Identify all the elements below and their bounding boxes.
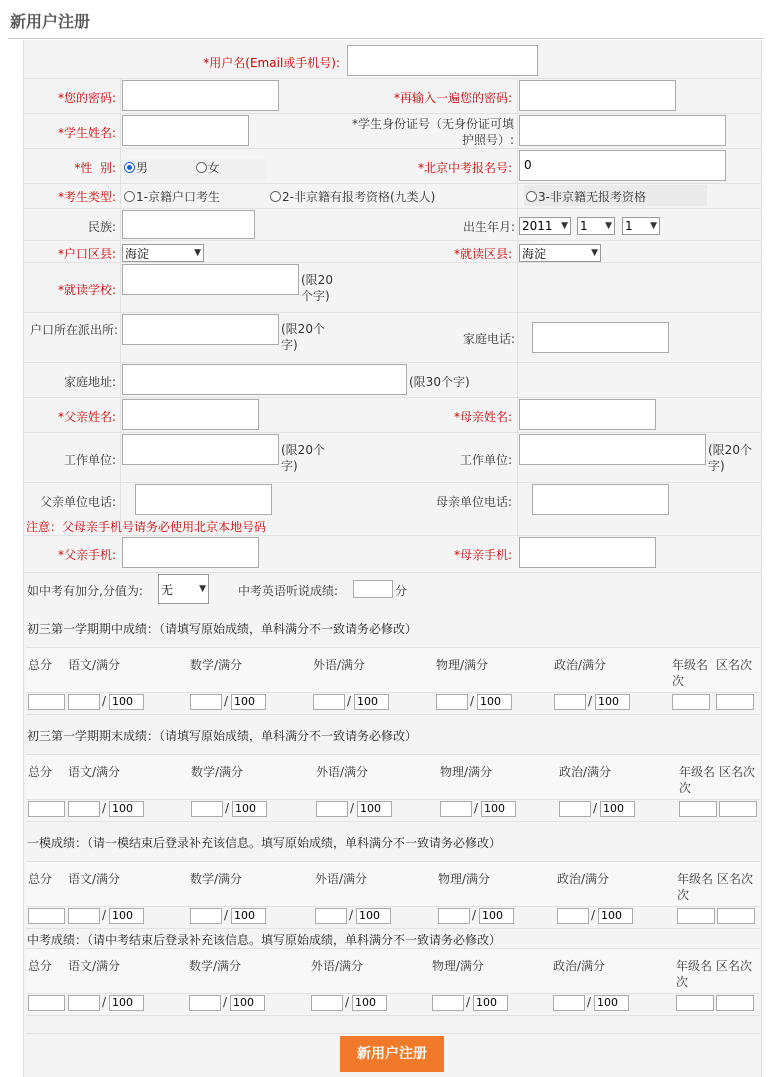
birth-day-select[interactable]	[622, 217, 660, 235]
birth-month-value: 1	[580, 219, 588, 233]
chevron-down-icon: ▼	[561, 221, 568, 231]
student-name-label: *学生姓名:	[57, 126, 116, 140]
midterm-section-title: 初三第一学期期中成绩：（请填写原始成绩，单科满分不一致请务必修改）	[27, 622, 418, 636]
final-physics-score-input[interactable]	[440, 801, 472, 817]
midterm-row-divider	[26, 714, 760, 715]
password-confirm-input[interactable]	[519, 80, 676, 111]
mock-exam-english-full-score-input[interactable]: 100	[356, 908, 391, 924]
midterm-header-physics: 物理/满分	[436, 658, 489, 672]
school-input[interactable]	[122, 264, 299, 295]
chevron-down-icon: ▼	[591, 248, 598, 258]
hukou-district-value: 海淀	[125, 246, 150, 261]
father-work-unit-label: 工作单位:	[63, 453, 116, 467]
submit-divider	[26, 1033, 760, 1034]
father-mobile-input[interactable]	[122, 537, 259, 568]
father-name-label: *父亲姓名:	[57, 410, 116, 424]
mock-exam-header-english: 外语/满分	[315, 872, 368, 886]
title-divider	[8, 38, 764, 39]
zhongkao-district-rank-input[interactable]	[716, 995, 754, 1011]
midterm-math-full-score-input[interactable]: 100	[231, 694, 266, 710]
birth-day-value: 1	[625, 219, 633, 233]
zhongkao-chinese-full-score-input[interactable]: 100	[109, 995, 144, 1011]
police-station-limit-hint: (限20个字)	[281, 322, 325, 352]
final-header-physics: 物理/满分	[440, 765, 493, 779]
final-math-full-score-input[interactable]: 100	[232, 801, 267, 817]
midterm-header-math: 数学/满分	[190, 658, 243, 672]
parent-phone-notice: 注意：父母亲手机号请务必使用北京本地号码	[26, 520, 267, 534]
mock-exam-politics-slash: /	[591, 908, 596, 922]
mother-work-unit-input[interactable]	[519, 434, 706, 465]
zhongkao-header-physics: 物理/满分	[432, 959, 485, 973]
mock-exam-physics-slash: /	[472, 908, 477, 922]
listening-unit: 分	[395, 584, 408, 598]
exam-number-input[interactable]: 0	[519, 150, 726, 181]
final-header-politics: 政治/满分	[559, 765, 612, 779]
bonus-label: 如中考有加分,分值为:	[27, 584, 143, 598]
chevron-down-icon: ▼	[194, 248, 201, 258]
password-confirm-label: *再输入一遍您的密码:	[393, 91, 512, 105]
school-district-select[interactable]	[519, 244, 601, 262]
birth-month-select[interactable]	[577, 217, 615, 235]
candidate-type-2-label: 2-非京籍有报考资格(九类人)	[282, 190, 436, 204]
gender-female-radio[interactable]	[196, 162, 207, 173]
mock-exam-physics-score-input[interactable]	[438, 908, 470, 924]
zhongkao-header-math: 数学/满分	[189, 959, 242, 973]
zhongkao-header-total: 总分	[28, 959, 53, 973]
midterm-politics-score-input[interactable]	[554, 694, 586, 710]
zhongkao-chinese-slash: /	[102, 995, 107, 1009]
father-work-phone-input[interactable]	[135, 484, 272, 515]
mock-exam-header-politics: 政治/满分	[557, 872, 610, 886]
zhongkao-politics-slash: /	[587, 995, 592, 1009]
midterm-math-score-input[interactable]	[190, 694, 222, 710]
final-chinese-slash: /	[102, 801, 107, 815]
bonus-select[interactable]	[158, 574, 209, 604]
password-input[interactable]	[122, 80, 279, 111]
school-limit-hint: (限20个字)	[301, 273, 333, 303]
mock-exam-chinese-full-score-input[interactable]: 100	[109, 908, 144, 924]
gender-label: *性 别:	[74, 161, 116, 175]
home-address-limit-hint: (限30个字)	[409, 375, 470, 389]
home-address-input[interactable]	[122, 364, 407, 395]
student-name-input[interactable]	[122, 115, 249, 146]
home-phone-input[interactable]	[532, 322, 669, 353]
mock-exam-header-math: 数学/满分	[190, 872, 243, 886]
zhongkao-header-english: 外语/满分	[311, 959, 364, 973]
final-politics-full-score-input[interactable]: 100	[600, 801, 635, 817]
zhongkao-english-slash: /	[345, 995, 350, 1009]
school-district-label: *就读区县:	[453, 247, 512, 261]
final-section-title: 初三第一学期期末成绩：（请填写原始成绩，单科满分不一致请务必修改）	[27, 729, 418, 743]
zhongkao-chinese-score-input[interactable]	[68, 995, 100, 1011]
midterm-total-input[interactable]	[28, 694, 65, 710]
candidate-type-2-radio[interactable]	[270, 191, 281, 202]
candidate-type-1-label: 1-京籍户口考生	[136, 190, 220, 204]
mother-mobile-input[interactable]	[519, 537, 656, 568]
zhongkao-grade-rank-input[interactable]	[676, 995, 714, 1011]
final-header-math: 数学/满分	[191, 765, 244, 779]
zhongkao-math-score-input[interactable]	[189, 995, 221, 1011]
hukou-district-select[interactable]	[122, 244, 204, 262]
id-number-input[interactable]	[519, 115, 726, 146]
mock-exam-math-score-input[interactable]	[190, 908, 222, 924]
candidate-type-option-3[interactable]	[524, 185, 707, 206]
zhongkao-math-full-score-input[interactable]: 100	[230, 995, 265, 1011]
midterm-physics-full-score-input[interactable]: 100	[477, 694, 512, 710]
final-math-slash: /	[225, 801, 230, 815]
mock-exam-district-rank-input[interactable]	[717, 908, 755, 924]
mock-exam-english-slash: /	[349, 908, 354, 922]
final-politics-score-input[interactable]	[559, 801, 591, 817]
final-header-chinese: 语文/满分	[68, 765, 121, 779]
final-math-score-input[interactable]	[191, 801, 223, 817]
final-total-input[interactable]	[28, 801, 65, 817]
mock-exam-header-chinese: 语文/满分	[68, 872, 121, 886]
school-label: *就读学校:	[57, 283, 116, 297]
birth-label: 出生年月:	[462, 220, 515, 234]
midterm-english-slash: /	[347, 694, 352, 708]
final-english-score-input[interactable]	[316, 801, 348, 817]
mock-exam-row-divider	[26, 928, 760, 929]
id-number-label: *学生身份证号（无身份证可填护照号）:	[351, 117, 514, 147]
police-station-label: 户口所在派出所:	[29, 323, 118, 337]
father-work-unit-limit-hint: (限20个字)	[281, 443, 325, 473]
final-chinese-score-input[interactable]	[68, 801, 100, 817]
father-name-input[interactable]	[122, 399, 259, 430]
gender-male-label: 男	[136, 161, 149, 175]
zhongkao-math-slash: /	[223, 995, 228, 1009]
mother-work-unit-label: 工作单位:	[459, 453, 512, 467]
zhongkao-header-politics: 政治/满分	[553, 959, 606, 973]
mock-exam-section-title: 一模成绩：（请一模结束后登录补充该信息。填写原始成绩，单科满分不一致请务必修改）	[27, 836, 502, 850]
final-physics-slash: /	[474, 801, 479, 815]
home-address-label: 家庭地址:	[63, 375, 116, 389]
midterm-physics-slash: /	[470, 694, 475, 708]
mother-mobile-label: *母亲手机:	[453, 548, 512, 562]
mock-exam-header-total: 总分	[28, 872, 53, 886]
final-row-divider	[26, 821, 760, 822]
ethnicity-label: 民族:	[87, 220, 116, 234]
police-station-input[interactable]	[122, 314, 279, 345]
midterm-header-grade-rank: 年级名次	[672, 658, 709, 688]
midterm-header-total: 总分	[28, 658, 53, 672]
exam-number-label: *北京中考报名号:	[417, 161, 512, 175]
mock-exam-physics-full-score-input[interactable]: 100	[479, 908, 514, 924]
father-work-unit-input[interactable]	[122, 434, 279, 465]
father-work-phone-label: 父亲单位电话:	[39, 495, 116, 509]
final-header-grade-rank: 年级名次	[679, 765, 716, 795]
username-label: *用户名(Email或手机号):	[203, 56, 340, 70]
final-english-full-score-input[interactable]: 100	[357, 801, 392, 817]
final-chinese-full-score-input[interactable]: 100	[109, 801, 144, 817]
zhongkao-english-score-input[interactable]	[311, 995, 343, 1011]
birth-year-select[interactable]	[519, 217, 571, 235]
midterm-physics-score-input[interactable]	[436, 694, 468, 710]
mother-name-label: *母亲姓名:	[453, 410, 512, 424]
mother-name-input[interactable]	[519, 399, 656, 430]
father-mobile-label: *父亲手机:	[57, 548, 116, 562]
username-input[interactable]	[347, 45, 538, 76]
password-label: *您的密码:	[57, 91, 116, 105]
candidate-type-1-radio[interactable]	[124, 191, 135, 202]
midterm-header-politics: 政治/满分	[554, 658, 607, 672]
mother-work-phone-label: 母亲单位电话:	[435, 495, 512, 509]
gender-male-radio[interactable]	[124, 162, 135, 173]
home-phone-label: 家庭电话:	[462, 332, 515, 346]
midterm-header-district-rank: 区名次	[716, 658, 753, 672]
zhongkao-physics-full-score-input[interactable]: 100	[473, 995, 508, 1011]
register-submit-button[interactable]: 新用户注册	[340, 1036, 444, 1072]
bonus-value: 无	[161, 582, 174, 597]
final-physics-full-score-input[interactable]: 100	[481, 801, 516, 817]
zhongkao-header-grade-rank: 年级名次	[676, 959, 713, 989]
mock-exam-chinese-score-input[interactable]	[68, 908, 100, 924]
ethnicity-input[interactable]	[122, 210, 255, 239]
mock-exam-politics-score-input[interactable]	[557, 908, 589, 924]
mock-exam-politics-full-score-input[interactable]: 100	[598, 908, 633, 924]
zhongkao-politics-score-input[interactable]	[553, 995, 585, 1011]
candidate-type-label: *考生类型:	[57, 190, 116, 204]
final-header-total: 总分	[28, 765, 53, 779]
mock-exam-total-input[interactable]	[28, 908, 65, 924]
mock-exam-header-district-rank: 区名次	[717, 872, 754, 886]
hukou-district-label: *户口区县:	[57, 247, 116, 261]
mock-exam-math-slash: /	[224, 908, 229, 922]
final-grade-rank-input[interactable]	[679, 801, 717, 817]
midterm-english-full-score-input[interactable]: 100	[354, 694, 389, 710]
birth-year-value: 2011	[522, 219, 553, 233]
chevron-down-icon: ▼	[199, 584, 206, 594]
final-english-slash: /	[350, 801, 355, 815]
school-district-value: 海淀	[522, 246, 547, 261]
chevron-down-icon: ▼	[605, 221, 612, 231]
midterm-english-score-input[interactable]	[313, 694, 345, 710]
zhongkao-header-district-rank: 区名次	[716, 959, 753, 973]
midterm-chinese-full-score-input[interactable]: 100	[109, 694, 144, 710]
zhongkao-row-divider	[26, 1015, 760, 1016]
zhongkao-physics-score-input[interactable]	[432, 995, 464, 1011]
mock-exam-chinese-slash: /	[102, 908, 107, 922]
zhongkao-section-title: 中考成绩：（请中考结束后登录补充该信息。填写原始成绩，单科满分不一致请务必修改）	[27, 933, 502, 947]
listening-label: 中考英语听说成绩:	[238, 584, 339, 598]
zhongkao-physics-slash: /	[466, 995, 471, 1009]
gender-radio-group	[124, 159, 266, 179]
midterm-header-english: 外语/满分	[313, 658, 366, 672]
listening-input[interactable]	[353, 580, 393, 598]
final-header-district-rank: 区名次	[719, 765, 756, 779]
midterm-chinese-score-input[interactable]	[68, 694, 100, 710]
chevron-down-icon: ▼	[650, 221, 657, 231]
midterm-math-slash: /	[224, 694, 229, 708]
page-title: 新用户注册	[10, 12, 91, 31]
mock-exam-math-full-score-input[interactable]: 100	[231, 908, 266, 924]
zhongkao-total-input[interactable]	[28, 995, 65, 1011]
final-header-english: 外语/满分	[316, 765, 369, 779]
zhongkao-english-full-score-input[interactable]: 100	[352, 995, 387, 1011]
gender-female-label: 女	[207, 161, 220, 175]
midterm-politics-full-score-input[interactable]: 100	[595, 694, 630, 710]
final-district-rank-input[interactable]	[719, 801, 757, 817]
candidate-type-option-2[interactable]	[270, 188, 435, 205]
zhongkao-header-chinese: 语文/满分	[68, 959, 121, 973]
candidate-type-3-radio[interactable]	[526, 191, 537, 202]
mock-exam-grade-rank-input[interactable]	[677, 908, 715, 924]
mock-exam-header-physics: 物理/满分	[438, 872, 491, 886]
midterm-header-chinese: 语文/满分	[68, 658, 121, 672]
zhongkao-politics-full-score-input[interactable]: 100	[594, 995, 629, 1011]
mock-exam-english-score-input[interactable]	[315, 908, 347, 924]
mother-work-phone-input[interactable]	[532, 484, 669, 515]
midterm-district-rank-input[interactable]	[716, 694, 754, 710]
midterm-politics-slash: /	[588, 694, 593, 708]
midterm-chinese-slash: /	[102, 694, 107, 708]
candidate-type-option-1[interactable]	[124, 188, 220, 205]
mother-work-unit-limit-hint: (限20个字)	[708, 443, 752, 473]
midterm-grade-rank-input[interactable]	[672, 694, 710, 710]
mock-exam-header-grade-rank: 年级名次	[677, 872, 714, 902]
final-politics-slash: /	[593, 801, 598, 815]
candidate-type-3-label: 3-非京籍无报考资格	[538, 190, 646, 204]
